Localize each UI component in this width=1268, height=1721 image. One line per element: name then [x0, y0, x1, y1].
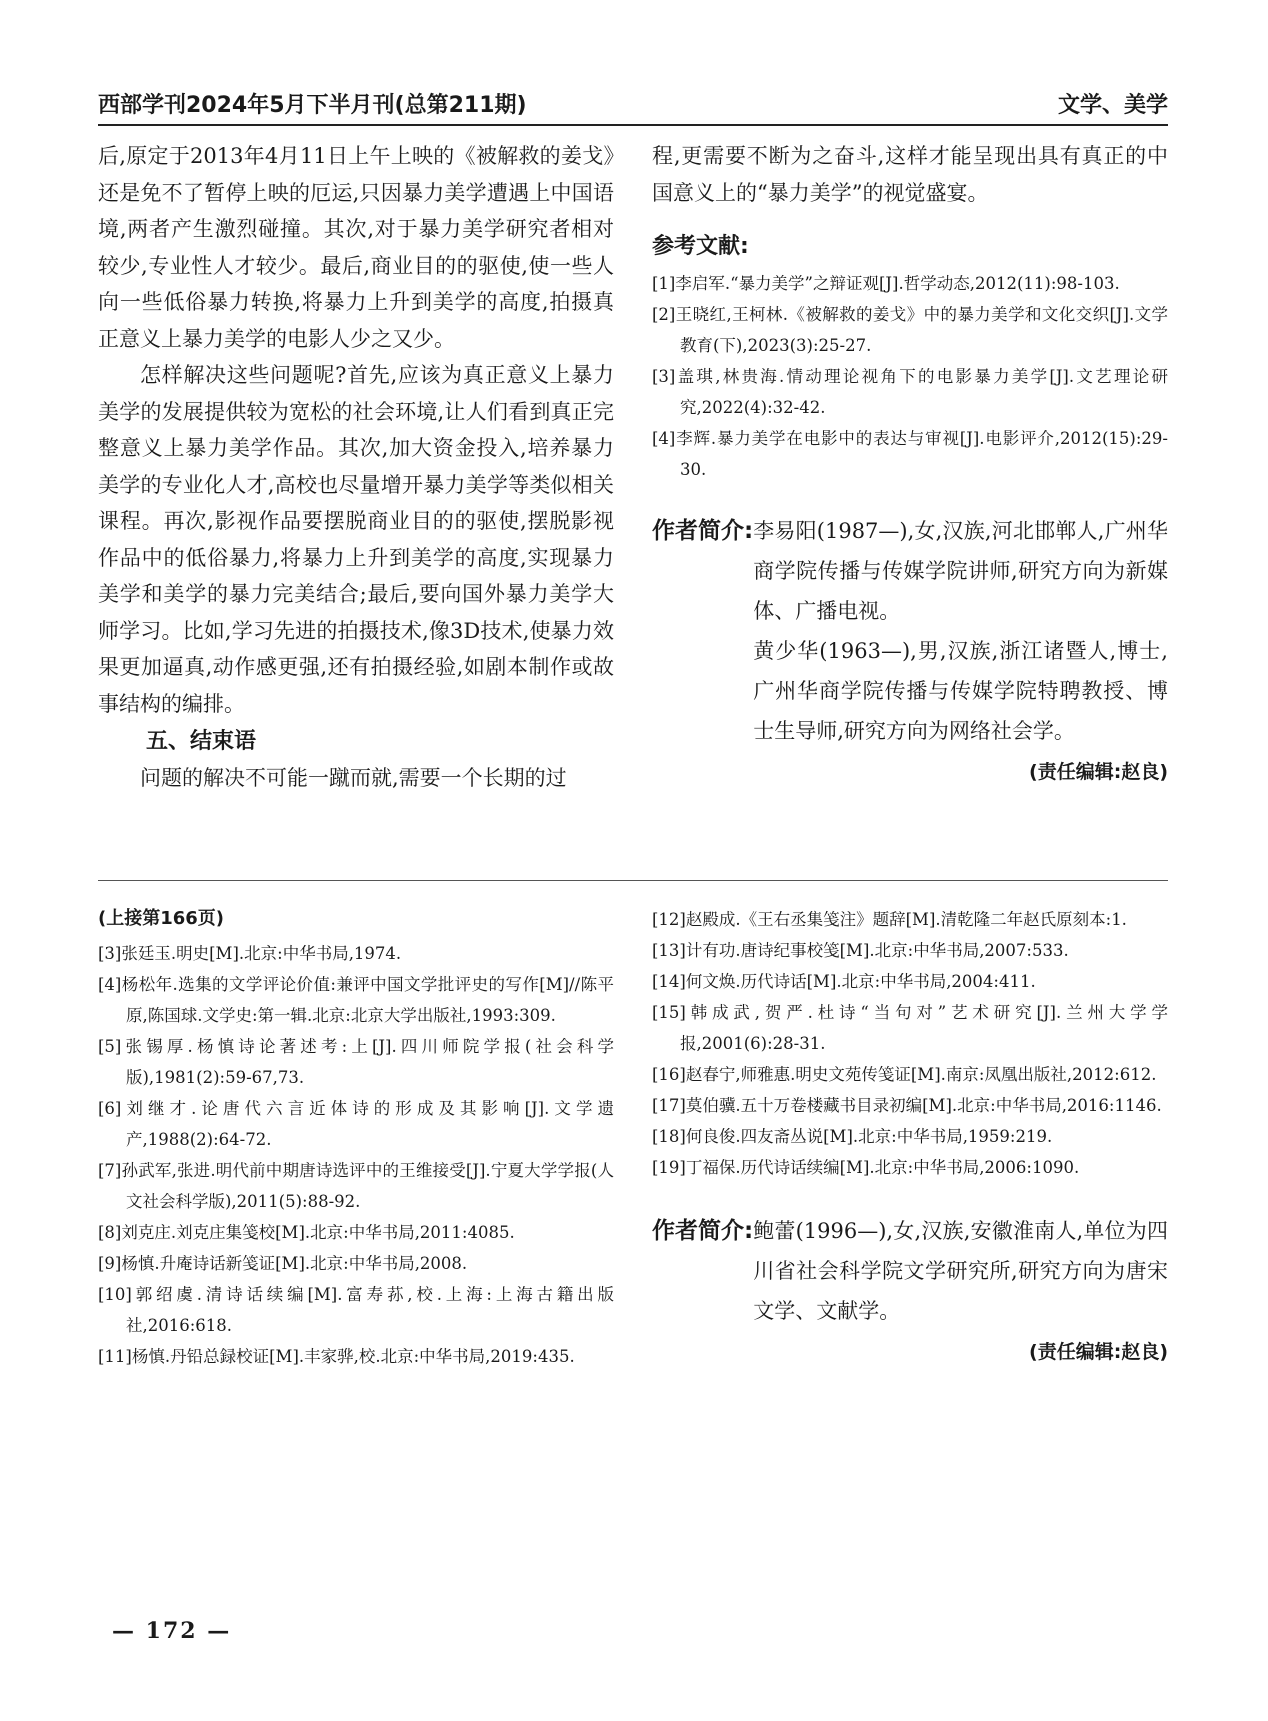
reference-item: [9]杨慎.升庵诗话新笺证[M].北京:中华书局,2008. [98, 1254, 468, 1273]
reference-item: [10]郭绍虞.清诗话续编[M].富寿荪,校.上海:上海古籍出版社,2016:618. [98, 1285, 614, 1335]
references-list [652, 268, 1168, 485]
header-rule [98, 124, 1168, 126]
reference-item: [3]盖琪,林贵海.情动理论视角下的电影暴力美学[J].文艺理论研究,2022(4):32-42. [652, 367, 1168, 417]
editor-credit: (责任编辑:赵良) [1029, 761, 1168, 783]
top-right-column [652, 138, 1168, 784]
bottom-right-column [652, 904, 1168, 1364]
author-bio-label: 作者简介: [652, 518, 754, 544]
page-header [98, 88, 1168, 128]
section-heading: 五、结束语 [146, 729, 257, 754]
paragraph-2: 怎样解决这些问题呢?首先,应该为真正意义上暴力美学的发展提供较为宽松的社会环境,让人们看到真正完整意义上暴力美学作品。其次,加大资金投入,培养暴力美学的专业化人才,高校也尽量增开暴力美学等类似相关课程。再次,影视作品要摆脱商业目的的驱使,摆脱影视作品中的低俗暴力,将暴力上升到美学的高度,实现暴力美学和美学的暴力完美结合;最后,要向国外暴力美学大师学习。比如,学习先进的拍摄技术,像3D技术,使暴力效果更加逼真,动作感更强,还有拍摄经验,如剧本制作或故事结构的编排。 [98, 363, 614, 716]
author-bio [652, 511, 1168, 751]
author-bio-2: 黄少华(1963—),男,汉族,浙江诸暨人,博士,广州华商学院传播与传媒学院特聘教授、博士生导师,研究方向为网络社会学。 [753, 639, 1168, 743]
top-left-column [98, 138, 614, 797]
reference-item: [13]计有功.唐诗纪事校笺[M].北京:中华书局,2007:533. [652, 941, 1069, 960]
reference-item: [14]何文焕.历代诗话[M].北京:中华书局,2004:411. [652, 972, 1036, 991]
editor-credit-bottom: (责任编辑:赵良) [1029, 1341, 1168, 1363]
reference-item: [15]韩成武,贺严.杜诗“当句对”艺术研究[J].兰州大学学报,2001(6):28-31. [652, 1003, 1168, 1053]
paragraph-1: 后,原定于2013年4月11日上午上映的《被解救的姜戈》还是免不了暂停上映的厄运,只因暴力美学遭遇上中国语境,两者产生激烈碰撞。其次,对于暴力美学研究者相对较少,专业性人才较少。最后,商业目的的驱使,使一些人向一些低俗暴力转换,将暴力上升到美学的高度,拍摄真正意义上暴力美学的电影人少之又少。 [98, 144, 614, 351]
section-tag: 文学、美学 [1057, 93, 1168, 118]
reference-item: [12]赵殿成.《王右丞集笺注》题辞[M].清乾隆二年赵氏原刻本:1. [652, 910, 1127, 929]
reference-item: [1]李启军.“暴力美学”之辩证观[J].哲学动态,2012(11):98-103. [652, 274, 1120, 293]
references-list-right [652, 904, 1168, 1183]
reference-item: [6]刘继才.论唐代六言近体诗的形成及其影响[J].文学遗产,1988(2):64-72. [98, 1099, 614, 1149]
reference-item: [5]张锡厚.杨慎诗论著述考:上[J].四川师院学报(社会科学版),1981(2):59-67,73. [98, 1037, 614, 1087]
middle-rule [98, 880, 1168, 881]
reference-item: [19]丁福保.历代诗话续编[M].北京:中华书局,2006:1090. [652, 1158, 1080, 1177]
reference-item: [11]杨慎.丹铅总録校证[M].丰家骅,校.北京:中华书局,2019:435. [98, 1347, 575, 1366]
references-list-continued [98, 938, 614, 1372]
reference-item: [2]王晓红,王柯林.《被解救的姜戈》中的暴力美学和文化交织[J].文学教育(下),2023(3):25-27. [652, 305, 1168, 355]
reference-item: [4]李辉.暴力美学在电影中的表达与审视[J].电影评介,2012(15):29-30. [652, 429, 1168, 479]
reference-item: [16]赵春宁,师雅惠.明史文苑传笺证[M].南京:凤凰出版社,2012:612. [652, 1065, 1157, 1084]
bottom-left-column [98, 904, 614, 1372]
reference-item: [17]莫伯骥.五十万卷楼藏书目录初编[M].北京:中华书局,2016:1146. [652, 1096, 1162, 1115]
author-bio-bottom [652, 1211, 1168, 1331]
reference-item: [7]孙武军,张进.明代前中期唐诗选评中的王维接受[J].宁夏大学学报(人文社会科学版),2011(5):88-92. [98, 1161, 614, 1211]
author-bio-3: 鲍蕾(1996—),女,汉族,安徽淮南人,单位为四川省社会科学院文学研究所,研究方向为唐宋文学、文献学。 [753, 1219, 1168, 1323]
continuation-paragraph: 程,更需要不断为之奋斗,这样才能呈现出具有真正的中国意义上的“暴力美学”的视觉盛宴。 [652, 144, 1168, 205]
journal-title: 西部学刊2024年5月下半月刊(总第211期) [98, 93, 527, 118]
reference-item: [8]刘克庄.刘克庄集笺校[M].北京:中华书局,2011:4085. [98, 1223, 515, 1242]
page-number: — 172 — [112, 1618, 232, 1644]
closing-paragraph: 问题的解决不可能一蹴而就,需要一个长期的过 [140, 766, 567, 790]
reference-item: [18]何良俊.四友斋丛说[M].北京:中华书局,1959:219. [652, 1127, 1053, 1146]
continued-note: (上接第166页) [98, 908, 225, 929]
reference-item: [3]张廷玉.明史[M].北京:中华书局,1974. [98, 944, 402, 963]
reference-item: [4]杨松年.选集的文学评论价值:兼评中国文学批评史的写作[M]//陈平原,陈国球.文学史:第一辑.北京:北京大学出版社,1993:309. [98, 975, 614, 1025]
references-title: 参考文献: [652, 234, 749, 259]
author-bio-1: 李易阳(1987—),女,汉族,河北邯郸人,广州华商学院传播与传媒学院讲师,研究方向为新媒体、广播电视。 [753, 519, 1168, 623]
author-bio-label: 作者简介: [652, 1218, 754, 1244]
